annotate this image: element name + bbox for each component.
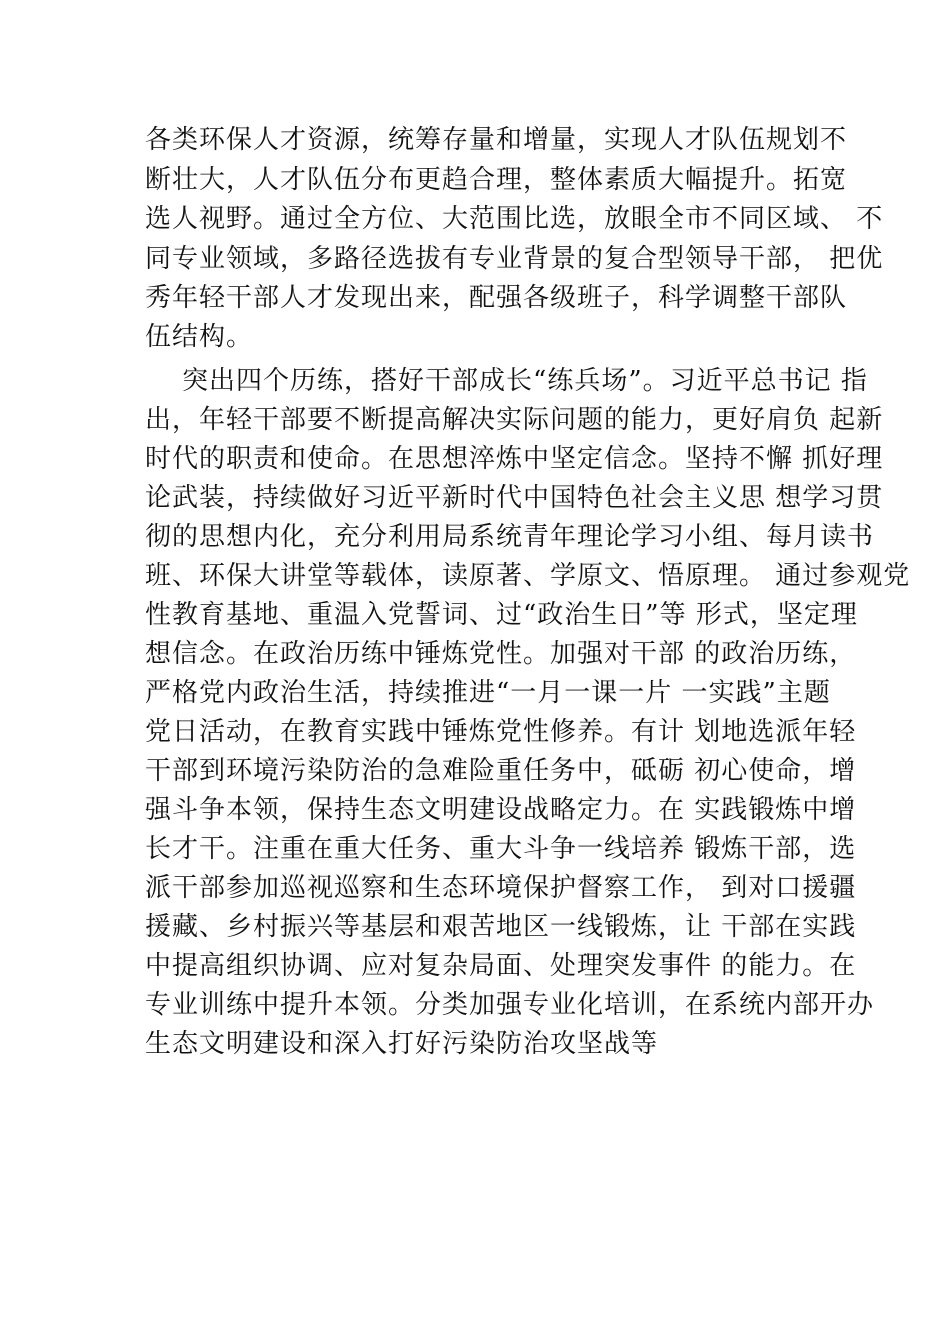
text-line: 出，年轻干部要不断提高解决实际问题的能力，更好肩负 起新	[145, 405, 884, 435]
text-line: 严格党内政治生活，持续推进“一月一课一片 一实践”主题	[145, 678, 831, 708]
text-line: 生态文明建设和深入打好污染防治攻坚战等	[145, 1029, 659, 1059]
text-line: 同专业领域，多路径选拔有专业背景的复合型领导干部， 把优	[145, 244, 884, 274]
text-line: 彻的思想内化，充分利用局系统青年理论学习小组、每月读书	[145, 522, 875, 552]
text-line: 断壮大，人才队伍分布更趋合理，整体素质大幅提升。拓宽	[145, 165, 848, 195]
text-line: 干部到环境污染防治的急难险重任务中，砥砺 初心使命，增	[145, 756, 857, 786]
text-line: 突出四个历练，搭好干部成长“练兵场”。习近平总书记 指	[145, 366, 868, 396]
text-line: 长才干。注重在重大任务、重大斗争一线培养 锻炼干部，选	[145, 834, 857, 864]
text-line: 专业训练中提升本领。分类加强专业化培训，在系统内部开办	[145, 990, 875, 1020]
text-line: 论武装，持续做好习近平新时代中国特色社会主义思 想学习贯	[145, 483, 884, 513]
text-line: 班、环保大讲堂等载体，读原著、学原文、悟原理。 通过参观党	[145, 561, 911, 591]
text-line: 中提高组织协调、应对复杂局面、处理突发事件 的能力。在	[145, 951, 857, 981]
text-line: 各类环保人才资源，统筹存量和增量，实现人才队伍规划不	[145, 125, 848, 155]
text-line: 伍结构。	[145, 322, 254, 352]
text-line: 派干部参加巡视巡察和生态环境保护督察工作， 到对口援疆	[145, 873, 857, 903]
text-line: 性教育基地、重温入党誓词、过“政治生日”等 形式，坚定理	[145, 600, 858, 630]
text-line: 党日活动，在教育实践中锤炼党性修养。有计 划地选派年轻	[145, 717, 857, 747]
text-line: 秀年轻干部人才发现出来，配强各级班子，科学调整干部队	[145, 283, 848, 313]
text-line: 想信念。在政治历练中锤炼党性。加强对干部 的政治历练，	[145, 639, 857, 669]
text-line: 时代的职责和使命。在思想淬炼中坚定信念。坚持不懈 抓好理	[145, 444, 884, 474]
text-line: 援藏、乡村振兴等基层和艰苦地区一线锻炼，让 干部在实践	[145, 912, 857, 942]
text-line: 选人视野。通过全方位、大范围比选，放眼全市不同区域、 不	[145, 204, 884, 234]
text-line: 强斗争本领，保持生态文明建设战略定力。在 实践锻炼中增	[145, 795, 857, 825]
